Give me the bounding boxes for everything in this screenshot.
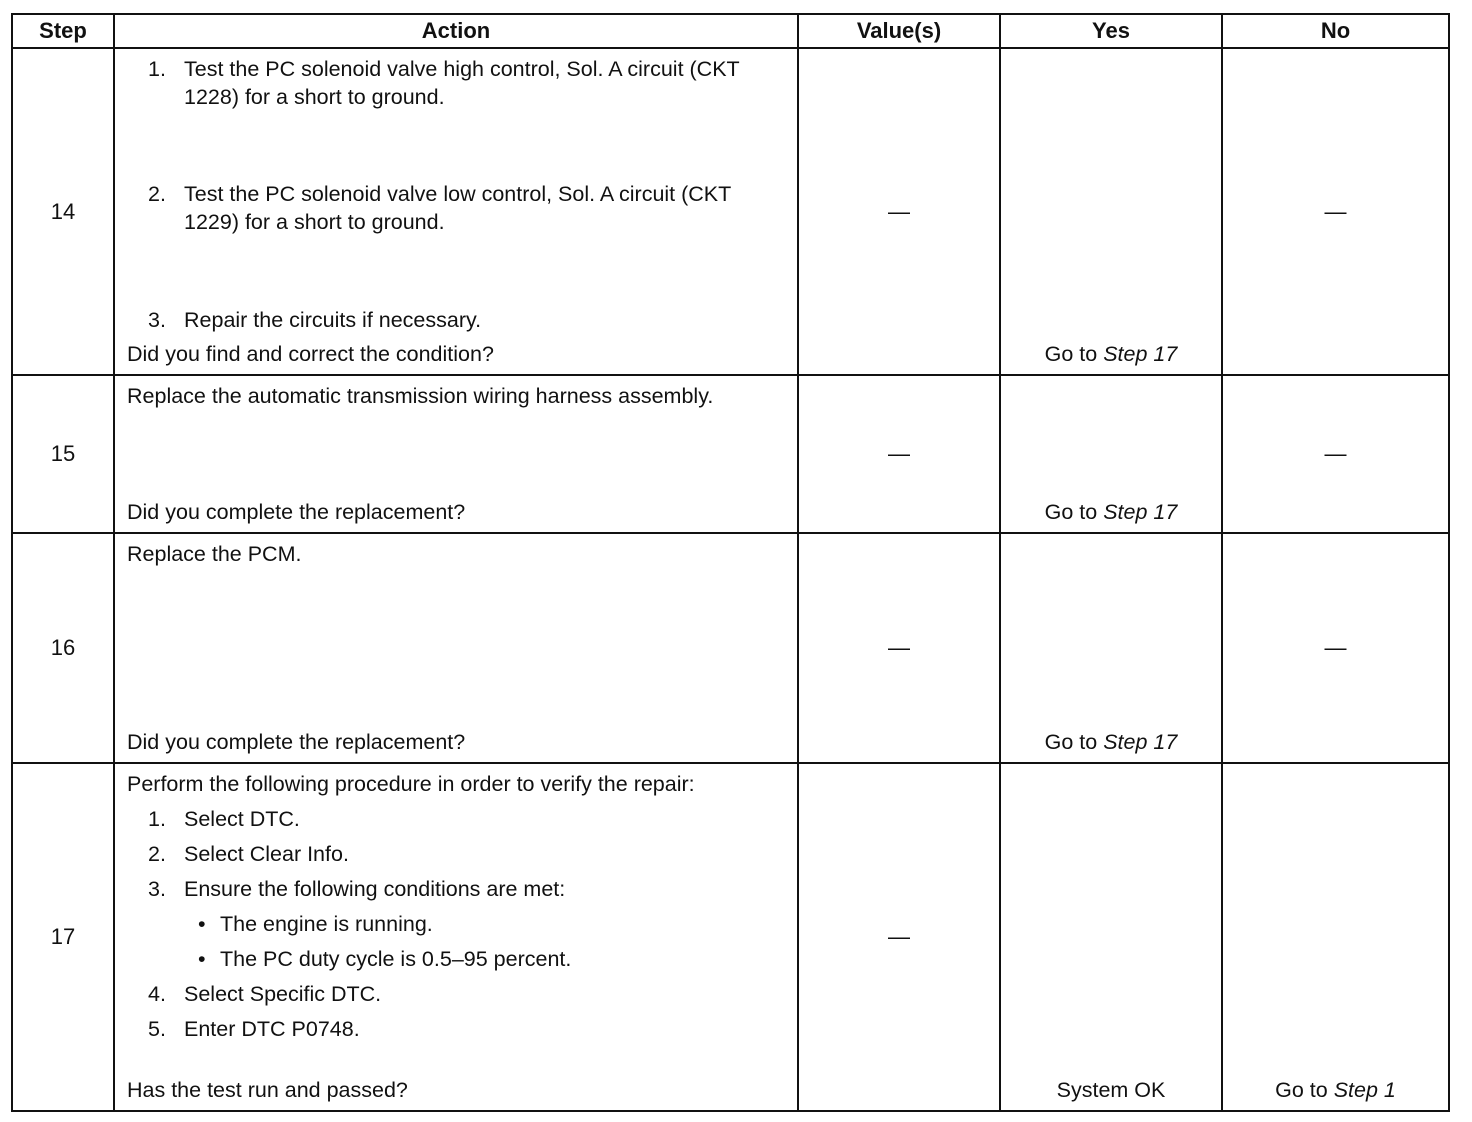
list-item: 3. Repair the circuits if necessary. [148,308,482,332]
action-cell [114,763,798,1111]
action-cell [114,533,798,763]
step-reference: Step 1 [1333,1078,1396,1102]
bullet-item: • The PC duty cycle is 0.5–95 percent. [198,947,572,971]
step-reference: Step 17 [1103,500,1178,524]
bullet-item: • The engine is running. [198,912,433,936]
step-reference: Step 17 [1103,342,1178,366]
list-item: 2. Select Clear Info. [148,842,349,866]
value-cell: — [798,375,1000,533]
value-cell: — [798,48,1000,375]
action-text: Replace the PCM. [127,542,302,566]
no-cell: — [1222,533,1449,763]
action-question: Has the test run and passed? [127,1078,408,1102]
no-cell: — [1222,48,1449,375]
diagnostic-table [11,13,1450,1112]
header-action: Action [114,14,798,48]
value-cell: — [798,533,1000,763]
yes-cell [1000,763,1222,1111]
step-reference: Step 17 [1103,730,1178,754]
header-step: Step [12,14,114,48]
header-row [12,14,1449,48]
no-cell: — [1222,375,1449,533]
action-question: Did you find and correct the condition? [127,342,494,366]
value-cell: — [798,763,1000,1111]
list-item: 3. Ensure the following conditions are met: [148,877,566,901]
action-question: Did you complete the replacement? [127,730,466,754]
action-text: Replace the automatic transmission wiring harness assembly. [127,384,714,408]
action-text: Perform the following procedure in order to verify the repair: [127,772,695,796]
list-item: 2. Test the PC solenoid valve low control, Sol. A circuit (CKT 1229) for a short to ground. [148,182,731,234]
step-number: 16 [12,533,114,763]
yes-cell: Go to Step 17 [1000,375,1222,533]
header-yes: Yes [1000,14,1222,48]
list-item: 1. Test the PC solenoid valve high control, Sol. A circuit (CKT 1228) for a short to ground. [148,57,740,109]
list-item: 4. Select Specific DTC. [148,982,382,1006]
step-number: 14 [12,48,114,375]
no-cell: Go to Step 1 [1222,763,1449,1111]
bullet-icon: • [198,947,206,971]
yes-cell: Go to Step 17 [1000,48,1222,375]
list-item: 5. Enter DTC P0748. [148,1017,360,1041]
table-row [12,763,1449,1111]
yes-cell: Go to Step 17 [1000,533,1222,763]
list-item: 1. Select DTC. [148,807,300,831]
step-number: 15 [12,375,114,533]
table-row [12,48,1449,375]
action-cell [114,375,798,533]
bullet-icon: • [198,912,206,936]
table-row [12,533,1449,763]
table-row [12,375,1449,533]
header-no: No [1222,14,1449,48]
header-values: Value(s) [798,14,1000,48]
yes-result: System OK [1056,1078,1166,1102]
step-number: 17 [12,763,114,1111]
action-cell [114,48,798,375]
action-question: Did you complete the replacement? [127,500,466,524]
